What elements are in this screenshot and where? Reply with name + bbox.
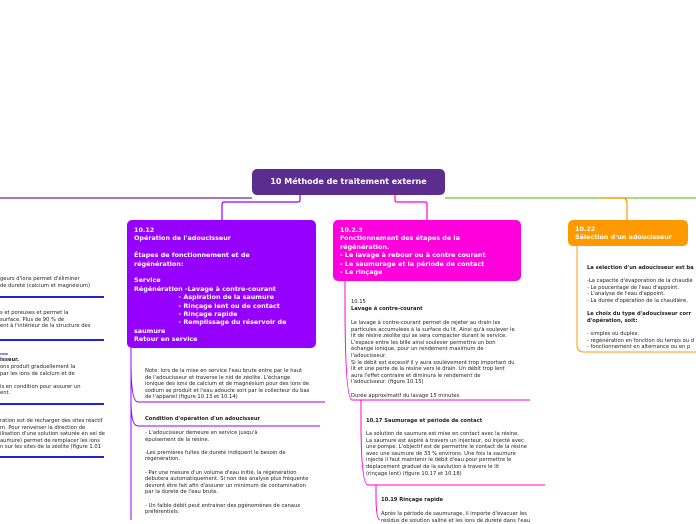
note-mise-en-service: Note: lors de la mise en service l'eau brute entre par le haut de l'adoucisseur et traverse le nid de zéolite. L'échange ionique des ions de calcium et de magnésium pour des ions de sodium se produit et l'eau adoucie sort par le collecteur du bas de l'appareil (figure 10.13 et 10.14): [145, 368, 310, 401]
node-operation-adoucisseur[interactable]: 10.12 Opération de l'adoucisseur Étapes de fonctionnement et de régénération: Service Régénération -Lavage à contre-courant - Aspiration de la saumure - Rinçage lent ou de contact - Rinçage rapide - Remplissage du réservoir de saumure Retour en service: [127, 220, 316, 348]
left-text-2: s et poreuses et permet la surface. Plus de 90 % de ent à l'intérieur de la structure des: [0, 310, 91, 330]
lavage-title: Lavage à contre-courant: [351, 306, 423, 312]
node-selection-adoucisseur[interactable]: 10.22 Sélection d'un adoucisseur: [568, 220, 688, 246]
condition-body: - L'adoucisseur demeure en service jusqu'à épuisement de la résine. -Les premières fuites de dureté indiquent le besoin de régénération. - Par une mesure d'un volume d'eau initié, la régénération débutera automatiquement. Si non des analyse plus fréquente devront être fait afin d'assurer un minimum de contamination par la dureté de l'eau brute. - Un faible débit peut entrainer des pgénomènes de canaux préférentiels.: [145, 430, 309, 516]
rincage-title: 10.19 Rinçage rapide: [381, 497, 444, 503]
rincage-body: Après la période de saumurage, il importe d'évacuer les résidus de solution saline et les ions de dureté dans l'eau: [381, 511, 531, 524]
root-node[interactable]: 10 Méthode de traitement externe: [252, 169, 445, 195]
lavage-number: 10.15: [351, 299, 366, 305]
choix-type-body: - simples ou duplex. - régénération en fonction du temps ou d - fonctionnement en alternance ou en p: [587, 331, 695, 351]
selection-criteria-body: -La capacité d'évaporation de la chaudiè - Le poucentage de l'eau d'appoint. - L'analyse de l'eau d'appoint. - La durée d'opération de la chaudière.: [587, 278, 693, 304]
lavage-body: Le lavage à contre-courant permet de rejeter au drain les particules accumulées à la surface du lit. Ainsi qu'à soulever le lit de résine zéolite qui se sera compacter durant le service. L'espace entre les bille ainsi soulever permettra un bon échange ionique, pour un rendement maximum de l'adoucisseur. Si le débit est excessif il y aura soulèvement trop important du lit et une perte de la résine vers le drain. Un débit trop lent aura l'effet contraire et diminura le rendement de l'adoucisseur. (figure 10.15) Durée approximatif du lavage 15 minutes: [351, 320, 515, 399]
saumurage-body: La solution de saumure est mise en contact avec la résine. La saumure est aspiré à travers un injecteur, ou injecté avec une pompe. L'objectif est de permettre le contact de la résine avec une saumure de 33 % environs. Une fois la saumure injecté il faut maintenir le débit d'eau pour permettre le déplacement graduel de la saulution à travers le lit (rinçage lent) (figure 10.17 et 10.18): [366, 431, 527, 477]
left-text-1: geurs d'ions permet d'éliminer de dureté (calcium et magnésium): [0, 276, 90, 289]
choix-type-title: Le choix du type d'adoucisseur corr d'opération, soit:: [587, 311, 692, 324]
left-text-4: ons produit graduellement la par les ions de calcium et de is en condition pour assurer un ent.: [0, 364, 81, 397]
saumurage-title: 10.17 Saumurage et période de contact: [366, 418, 483, 424]
left-text-3: isseur.: [0, 357, 19, 363]
left-text-5: ration est de recharger des sites réactif m. Pour renverser la direction de ilisation d'une solution saturée en sel de aumure) permet de remplacer les ions n sur les sites de la zéolite (figure 1.01: [0, 418, 105, 451]
selection-criteria-title: La sélection d'un adoucisseur est ba: [587, 265, 694, 271]
condition-title: Condition d'opération d'un adoucisseur: [145, 416, 261, 422]
node-etapes-regeneration[interactable]: 10.2.3 Fonctionnement des étapes de la régénération. - Le lavage à rebour ou à contre courant - Le saumurage et la période de contact - Le rinçage: [333, 220, 521, 281]
